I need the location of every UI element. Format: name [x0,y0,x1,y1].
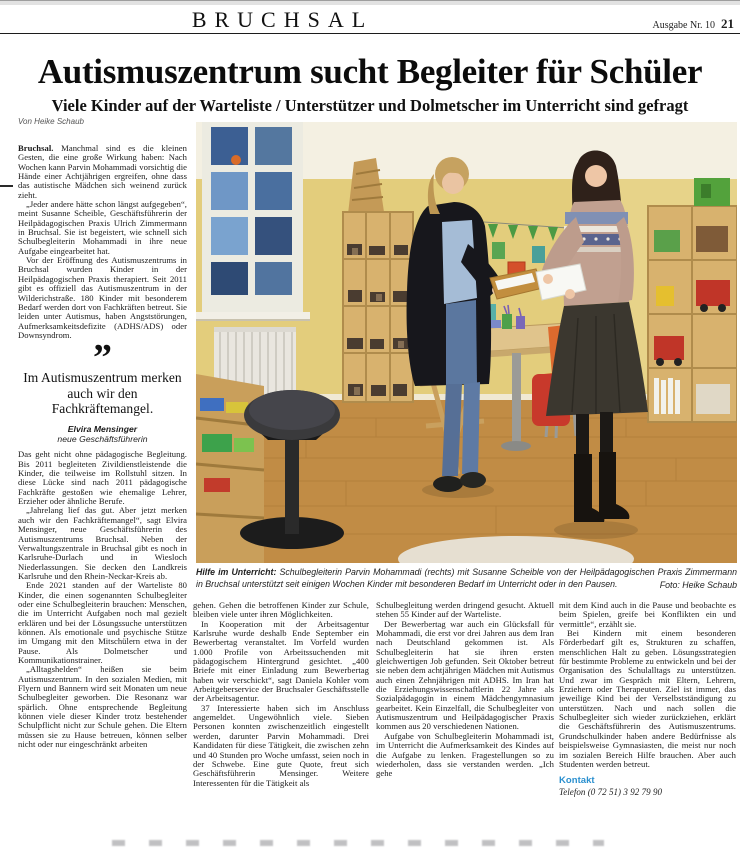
paragraph: In Kooperation mit der Arbeitsagentur Karlsruhe wurde deshalb Ende September ein Bewerbertag veranstaltet. Im Vorfeld wurden 1.000 Profile von Arbeitssuchenden mit pädagogischem Hintergrund gesichtet. „400 Briefe mit einer Einladung zum Bewerbertag haben wir verschickt“, sagt Daniela Kohler vom Arbeitgeberservice der Bruchsaler Geschäftsstelle der Arbeitsagentur. [193,618,369,704]
paragraph: Aufgabe von Schulbegleiterin Mohammadi ist, im Unterricht die Aufmerksamkeit des Kindes auf die Aufgabe zu lenken. Fragestellungen so zu wiederholen, dass sie verstanden werden. „Ich gehe [376,730,554,779]
photo-window [196,122,310,321]
page-top-cutoff-strip [0,0,740,5]
contact-box [559,776,736,797]
article-subheadline: Viele Kinder auf der Warteliste / Unterstützer und Dolmetscher im Unterricht sind gefragt [51,96,689,115]
paragraph: Das geht nicht ohne pädagogische Begleitung. Bis 2011 begleiteten Zivildienstleistende die Kinder, die teilweise im Rollstuhl sitzen. In diese Lücke sind nach 2011 pädagogische Fachkräfte gestoßen wie ehemalige Lehrer, Erzieher oder ähnliche Berufe. [18,449,187,507]
paragraph: gehen. Gehen die betroffenen Kinder zur Schule, bleiben viele unter ihren Möglichkeiten. [193,601,369,620]
paragraph: „Jeder andere hätte schon längst aufgegeben“, meint Susanne Scheible, Geschäftsführerin der Heilpädagogischen Praxis Ulrich Zimmermann in Bruchsal. Sie ist begeistert, wie schnell sich Schulbegleiterin Mohammadi in ihre neue Aufgabe eingearbeitet hat. [18,199,187,256]
pull-quote [18,337,187,445]
page-number: 21 [721,16,734,31]
pull-quote-author: Elvira Mensinger [67,423,138,434]
paragraph: Ende 2021 standen auf der Warteliste 80 Kinder, die einen sogenannten Schulbegleiter oder eine Schulbegleiterin brauchen: Menschen, die im Unterricht Aufgaben noch mal gezielt erklären und bei der Lösungssuche unterstützen können. Als emotionale und psychische Stütze im Umgang mit den Mitschülern etwa in der Pause. Als Dolmetscher und Kommunikationstrainer. [18,580,187,665]
paragraph: Der Bewerbertag war auch ein Glücksfall für Mohammadi, die erst vor drei Jahren aus dem Iran nach Deutschland gekommen ist. Als Schulbegleiterin hat sie ihren ersten gleichwertigen Job gefunden. Seit Oktober betreut sie neben dem achtjährigen Mädchen mit Autismus auch einen Zehnjährigen mit ADHS. Im Iran hat die Erziehungswissenschaftlerin 22 Jahre als Sozialpädagogin in einem Mädchengymnasium gearbeitet. Kein Einzelfall, die Schulbegleiter von Autismuszentrum und Heilpädagogischer Praxis kommen aus 20 verschiedenen Nationen. [376,618,554,732]
article-column-3 [376,601,554,844]
article-column-4 [559,601,736,844]
paragraph: Bei Kindern mit einem besonderen Förderbedarf gilt es, Strukturen zu schaffen, menschlichen Halt zu geben. Lösungsstrategien für bestimmte Probleme zu entwickeln und bei der Organisation des Schulalltags zu unterstützen. Und zwar im Gespräch mit Eltern, Lehrern, Erziehern oder Therapeuten. Ziel ist immer, das jeweilige Kind bei der Verselbstständigung zu unterstützen. Nach und nach sollen die Schulbegleiter sich wieder zurückziehen, erklärt die Geschäftsführerin des Autismuszentrums. Grundschulkinder haben andere Bedürfnisse als beispielsweise Gymnasiasten, die meist nur noch im sozialen Bereich Hilfe brauchen. Aber auch Studenten werden betreut. [559,628,736,769]
article-column-1 [18,144,187,840]
paragraph: mit dem Kind auch in die Pause und beobachte es beim Spielen, greife bei Konflikten ein und vermittle“, erzählt sie. [559,601,736,629]
contact-label: Kontakt [559,775,595,787]
article-byline: Von Heike Schaub [18,117,84,126]
paragraph: Vor der Eröffnung des Autismuszentrums in Bruchsal wurden Kinder in der Heilpädagogischen Praxis therapiert. Seit 2011 gibt es offiziell das Autismuszentrum in der Wilderichstraße. 180 Kinder mit besonderem Bedarf werden dort von Fachkräften betreut. Sie leiden unter Autismus, haben Angststörungen, Aufmerksamkeitsdefizite (ADHS/ADS) oder Downsyndrom. [18,255,187,340]
article-headline: Autismuszentrum sucht Begleiter für Schüler [37,52,703,91]
article-column-2 [193,601,369,844]
pull-quote-author-role: neue Geschäftsführerin [57,434,148,445]
caption-lead: Hilfe im Unterricht: [196,567,277,577]
article-photo-illustration [196,122,737,563]
quote-mark-icon: ” [92,337,113,380]
photo-toy-shelf-right [648,178,737,422]
header-rule [0,33,740,34]
issue-label: Ausgabe Nr. 10 [652,20,715,31]
paragraph: „Jahrelang lief das gut. Aber jetzt merken auch wir den Fachkräftemangel“, sagt Elvira Mensinger, neue Geschäftsführerin des Autismuszentrums Bruchsal. Neben der Verwaltungszentrale in Bruchsal gibt es noch in Karlsruhe-Durlach und in Wiesloch Niederlassungen. Sie decken den Landkreis Karlsruhe und den Rhein-Neckar-Kreis ab. [18,505,187,581]
dateline: Bruchsal. [18,144,54,153]
photo-credit: Foto: Heike Schaub [654,580,737,592]
print-registration-dash [0,185,13,187]
contact-phone: Telefon (0 72 51) 3 92 79 90 [559,786,663,797]
photo-caption [196,567,737,592]
paragraph-text: Manchmal sind es die kleinen Gesten, die eine große Wirkung haben: Nach Wochen kann Parvin Mohammadi vorsichtig die Hände einer Achtjährigen ergreifen, ohne dass das autistische Mädchen sich weinend zurück zieht. [18,144,187,200]
caption-text: Schulbegleiterin Parvin Mohammadi (rechts) mit Susanne Scheible von der Heilpädagogischen Praxis Zimmermann in Bruchsal unterstützt seit einigen Wochen Kinder mit besonderen Bedarf im Unterricht oder in den Pausen. [196,567,737,589]
pull-quote-text: Im Autismuszentrum merken auch wir den Fachkräftemangel. [23,370,182,417]
issue-info [653,16,735,32]
paragraph: „Alltagshelden“ heißen sie beim Autismuszentrum. In den sozialen Medien, mit Flyern und Bannern wird seit Monaten um neue Schulbegleiter geworben. Die Resonanz war spärlich. Ohne entsprechende Begleitung können viele dieser Kinder trotz bestehender Schulpflicht nicht zur Schule gehen. Die Eltern müssen sie zu Hause betreuen, können selber nicht oder nur eingeschränkt arbeiten [18,664,187,750]
section-title: BRUCHSAL [191,7,374,32]
article-photo [196,122,737,563]
paragraph: 37 Interessierte haben sich im Anschluss angemeldet. Ungewöhnlich viele. Sieben Personen konnten zwischenzeitlich eingestellt werden, darunter Parvin Mohammadi. Drei Kandidaten für diese Tätigkeit, die zwischen zehn und 40 Stunden pro Woche umfasst, seien noch in der Schwebe. Eine gute Quote, freut sich Geschäftsführerin Mensinger. Weitere Interessenten für die Tätigkeit als [193,702,369,788]
paragraph: Schulbegleitung werden dringend gesucht. Aktuell stehen 55 Kinder auf der Warteliste. [376,601,554,620]
paragraph [18,144,187,200]
